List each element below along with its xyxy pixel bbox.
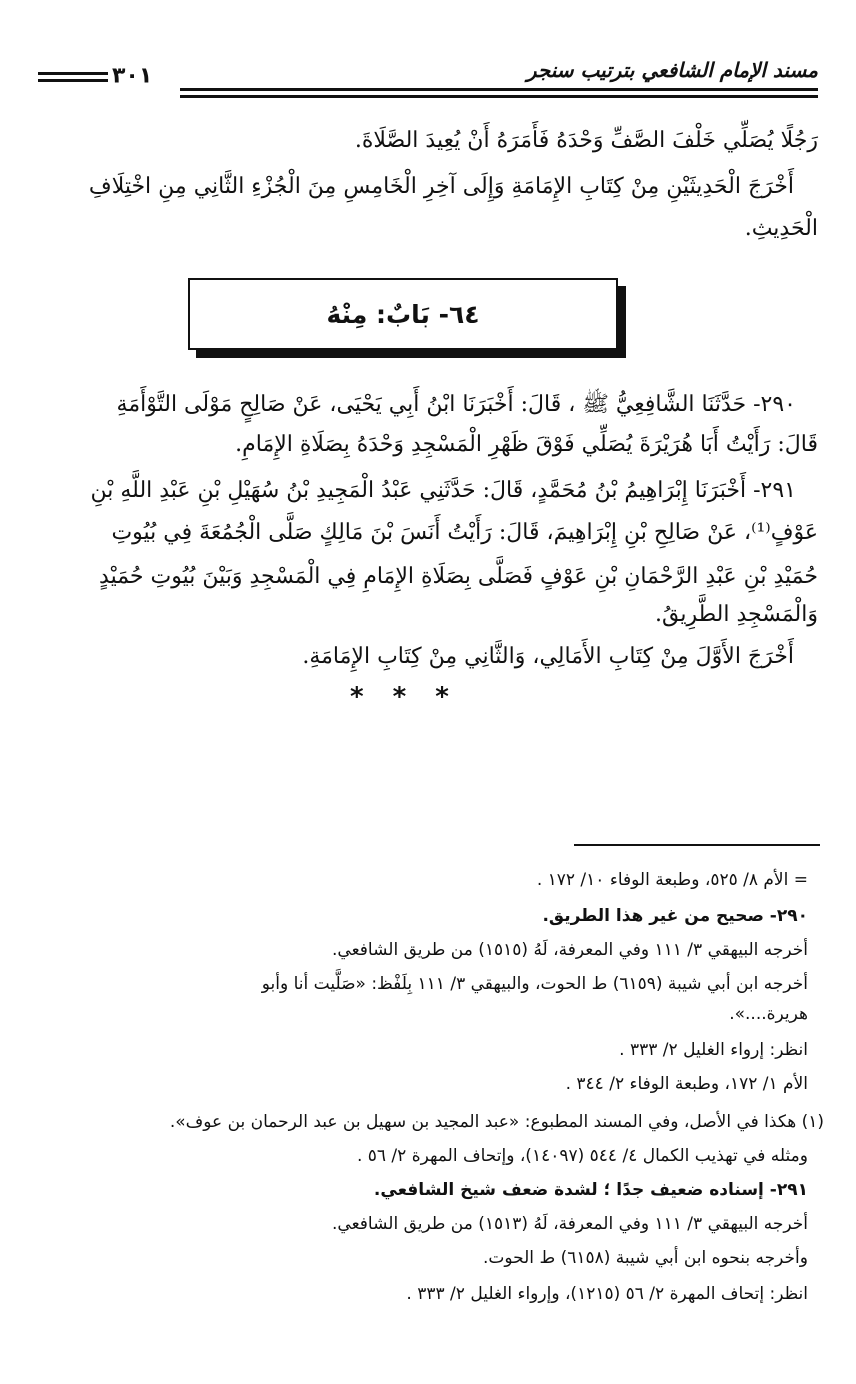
header-rule-left-top bbox=[38, 72, 108, 75]
footnote-line-8: (١) هكذا في الأصل، وفي المسند المطبوع: «عبد المجيد بن سهيل بن عبد الرحمان بن عوف». bbox=[169, 1112, 824, 1132]
footnote-line-1: = الأم ٨/ ٥٢٥، وطبعة الوفاء ١٠/ ١٧٢ . bbox=[536, 870, 808, 890]
hadith-line-7: أَخْرَجَ الأَوَّلَ مِنْ كِتَابِ الأَمَالِي، وَالثَّانِي مِنْ كِتَابِ الإِمَامَةِ. bbox=[302, 644, 794, 669]
hadith-line-2: قَالَ: رَأَيْتُ أَبَا هُرَيْرَةَ يُصَلِّي فَوْقَ ظَهْرِ الْمَسْجِدِ وَحْدَهُ بِصَلَاةِ الإِمَامِ. bbox=[235, 432, 818, 457]
chapter-heading-text: ٦٤- بَابٌ: مِنْهُ bbox=[326, 299, 480, 329]
hadith-line-1: ٢٩٠- حَدَّثَنَا الشَّافِعِيُّ ﷺ ، قَالَ: أَخْبَرَنَا ابْنُ أَبِي يَحْيَى، عَنْ صَالِحٍ مَوْلَى التَّوْأَمَةِ bbox=[116, 392, 796, 417]
body-line-1: رَجُلًا يُصَلِّي خَلْفَ الصَّفِّ وَحْدَهُ فَأَمَرَهُ أَنْ يُعِيدَ الصَّلَاةَ. bbox=[354, 128, 818, 153]
footnote-line-7: الأم ١/ ١٧٢، وطبعة الوفاء ٢/ ٣٤٤ . bbox=[565, 1074, 808, 1094]
footnote-line-11: أخرجه البيهقي ٣/ ١١١ وفي المعرفة، لَهُ (١٥١٣) من طريق الشافعي. bbox=[332, 1214, 808, 1234]
section-separator: * * * bbox=[350, 682, 459, 712]
header-rule-right-bottom bbox=[180, 95, 818, 98]
footnote-line-3: أخرجه البيهقي ٣/ ١١١ وفي المعرفة، لَهُ (١٥١٥) من طريق الشافعي. bbox=[332, 940, 808, 960]
body-line-2: أَخْرَجَ الْحَدِيثَيْنِ مِنْ كِتَابِ الإِمَامَةِ وَإِلَى آخِرِ الْخَامِسِ مِنَ الْجُزْءِ الثَّانِي مِنِ اخْتِلَافِ bbox=[88, 174, 794, 199]
hadith-line-6: وَالْمَسْجِدِ الطَّرِيقُ. bbox=[655, 602, 818, 627]
footnote-line-12: وأخرجه بنحوه ابن أبي شيبة (٦١٥٨) ط الحوت. bbox=[482, 1248, 808, 1268]
running-title: مسند الإمام الشافعي بترتيب سنجر bbox=[526, 58, 818, 82]
footnote-line-10: ٢٩١- إسناده ضعيف جدًا ؛ لشدة ضعف شيخ الشافعي. bbox=[373, 1180, 808, 1200]
footnote-line-4: أخرجه ابن أبي شيبة (٦١٥٩) ط الحوت، والبيهقي ٣/ ١١١ بِلَفْظ: «صَلَّيت أنا وأبو bbox=[261, 974, 808, 994]
footnote-rule bbox=[574, 844, 820, 846]
body-line-3: الْحَدِيثِ. bbox=[744, 216, 818, 241]
footnote-line-6: انظر: إرواء الغليل ٢/ ٣٣٣ . bbox=[619, 1040, 808, 1060]
hadith-line-4: عَوْفٍ⁽¹⁾، عَنْ صَالِحِ بْنِ إِبْرَاهِيمَ، قَالَ: رَأَيْتُ أَنَسَ بْنَ مَالِكٍ صَلَّى الْجُمُعَةَ فِي بُيُوتِ bbox=[111, 520, 818, 545]
footnote-line-9: ومثله في تهذيب الكمال ٤/ ٥٤٤ (١٤٠٩٧)، وإتحاف المهرة ٢/ ٥٦ . bbox=[356, 1146, 808, 1166]
page-number: ٣٠١ bbox=[112, 63, 153, 89]
header-rule-left-bottom bbox=[38, 79, 108, 82]
footnote-line-5: هريرة....». bbox=[729, 1004, 808, 1024]
header-rule-right-top bbox=[180, 88, 818, 91]
hadith-line-5: حُمَيْدِ بْنِ عَبْدِ الرَّحْمَانِ بْنِ عَوْفٍ فَصَلَّى بِصَلَاةِ الإِمَامِ فِي الْمَسْجِدِ وَبَيْنَ بُيُوتِ حُمَيْدٍ bbox=[99, 564, 818, 589]
chapter-heading bbox=[188, 278, 618, 350]
footnote-line-13: انظر: إتحاف المهرة ٢/ ٥٦ (١٢١٥)، وإرواء الغليل ٢/ ٣٣٣ . bbox=[406, 1284, 808, 1304]
hadith-line-3: ٢٩١- أَخْبَرَنَا إِبْرَاهِيمُ بْنُ مُحَمَّدٍ، قَالَ: حَدَّثَنِي عَبْدُ الْمَجِيدِ بْنُ سُهَيْلِ بْنِ عَبْدِ اللَّهِ بْنِ bbox=[90, 478, 796, 503]
footnote-line-2: ٢٩٠- صحيح من غير هذا الطريق. bbox=[542, 906, 808, 926]
